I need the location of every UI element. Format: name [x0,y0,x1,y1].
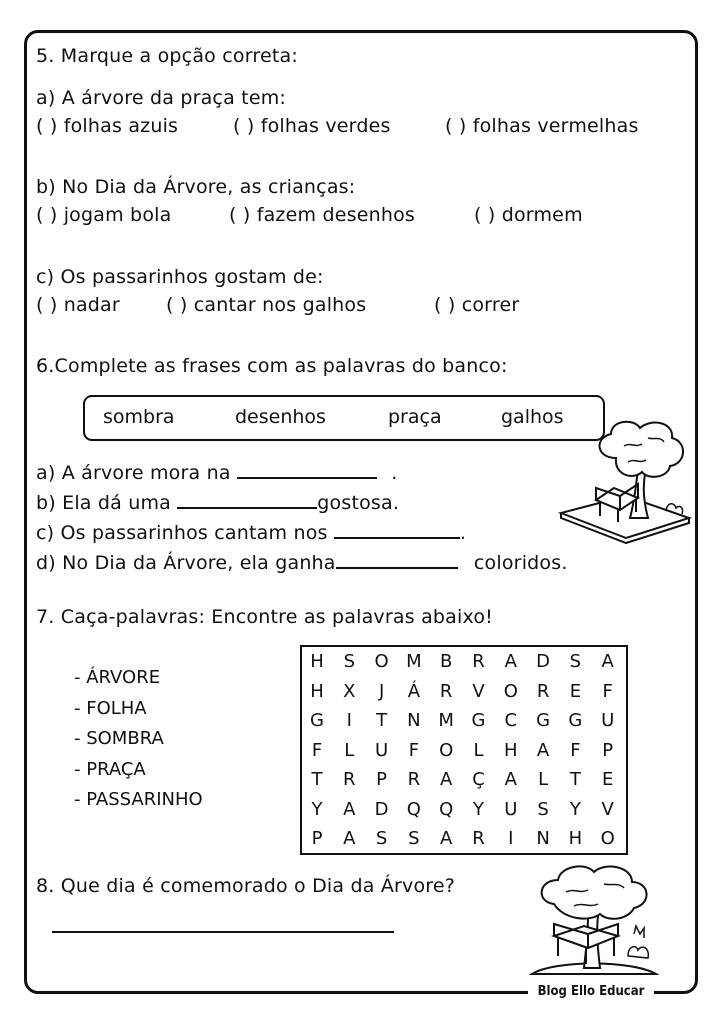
grid-letter[interactable]: A [440,769,453,790]
grid-letter[interactable]: S [537,798,549,820]
grid-letter[interactable]: Q [439,798,454,820]
word-list-item: - SOMBRA [74,728,164,749]
grid-letter[interactable]: G [568,710,583,731]
q8-answer-line[interactable] [52,931,394,933]
grid-letter[interactable]: F [311,739,323,761]
q5c-option-3[interactable]: ( ) correr [434,294,520,316]
grid-letter[interactable]: Y [473,798,484,820]
q6b-end: gostosa. [317,492,400,514]
q6d-sentence [36,553,568,573]
grid-letter[interactable]: A [601,651,614,672]
grid-letter[interactable]: I [508,828,514,849]
q6c-end: . [459,522,467,544]
grid-letter[interactable]: H [568,828,583,849]
q6c-blank[interactable] [334,523,460,539]
tree-bench-illustration [556,418,694,544]
q6a-text: a) A árvore mora na [36,462,231,484]
grid-letter[interactable]: E [602,769,614,790]
grid-letter[interactable]: R [439,680,453,702]
grid-letter[interactable]: G [536,710,551,731]
grid-letter[interactable]: O [374,651,389,672]
footer-brand: Blog Ello Educar [528,979,654,1005]
grid-letter[interactable]: J [378,680,385,702]
grid-letter[interactable]: M [406,651,422,672]
q7-title: 7. Caça-palavras: Encontre as palavras abaixo! [36,606,493,628]
grid-letter[interactable]: C [504,710,518,731]
q6a-blank[interactable] [237,463,377,479]
grid-letter[interactable]: F [602,680,613,702]
word-list-item: - FOLHA [74,697,147,719]
q6b-blank[interactable] [177,493,317,509]
grid-letter[interactable]: V [601,798,614,820]
q6b-text: b) Ela dá uma [36,492,172,514]
word-list-item: - ÁRVORE [74,667,161,688]
q5a-option-3[interactable]: ( ) folhas vermelhas [445,115,639,137]
word-list [74,663,203,816]
q5b-option-1[interactable]: ( ) jogam bola [36,204,172,226]
grid-letter[interactable]: R [343,769,356,790]
q5c-question: c) Os passarinhos gostam de: [36,266,324,288]
q5a-question: a) A árvore da praça tem: [36,87,287,109]
q6-title: 6.Complete as frases com as palavras do banco: [36,355,508,377]
grid-letter[interactable]: S [375,828,388,849]
q5c-option-1[interactable]: ( ) nadar [36,294,120,316]
q6d-text: d) No Dia da Árvore, ela ganha [36,552,336,574]
grid-letter[interactable]: B [440,651,453,672]
word-search-grid [300,645,628,855]
grid-letter[interactable]: H [310,651,324,672]
grid-letter[interactable]: T [376,710,388,731]
grid-letter[interactable]: L [538,769,549,790]
grid-letter[interactable]: Ç [472,769,485,790]
grid-letter[interactable]: D [536,651,551,672]
grid-letter[interactable]: I [346,710,352,731]
grid-letter[interactable]: A [343,798,356,820]
grid-letter[interactable]: Q [406,798,421,820]
grid-letter[interactable]: U [375,739,389,761]
q8-title: 8. Que dia é comemorado o Dia da Árvore? [36,875,456,897]
grid-letter[interactable]: P [376,769,388,790]
bank-word: sombra [103,406,175,428]
q5-title: 5. Marque a opção correta: [36,45,298,67]
q5b-question: b) No Dia da Árvore, as crianças: [36,176,356,198]
grid-letter[interactable]: D [374,798,389,820]
grid-letter[interactable]: Y [569,798,581,820]
grid-letter[interactable]: U [504,798,518,820]
word-list-item: - PRAÇA [74,758,146,780]
grid-letter[interactable]: L [344,739,355,761]
grid-letter[interactable]: R [407,769,421,790]
q6b-sentence [36,493,399,513]
q6c-text: c) Os passarinhos cantam nos [36,522,328,544]
q5b-option-3[interactable]: ( ) dormem [474,204,583,226]
q6a-sentence [36,463,397,483]
q6c-sentence [36,523,466,543]
park-bench-illustration [524,864,662,984]
q5a-option-1[interactable]: ( ) folhas azuis [36,115,179,137]
grid-letter[interactable]: S [343,651,356,672]
grid-letter[interactable]: L [473,739,484,761]
grid-letter[interactable]: Y [311,798,323,820]
grid-letter[interactable]: A [536,739,550,761]
q6d-end: coloridos. [473,552,568,574]
grid-letter[interactable]: S [408,828,420,849]
grid-letter[interactable]: T [311,769,323,790]
q5a-option-2[interactable]: ( ) folhas verdes [233,115,391,137]
grid-letter[interactable]: U [601,710,615,731]
grid-letter[interactable]: F [570,739,581,761]
q5c-option-2[interactable]: ( ) cantar nos galhos [166,294,367,316]
grid-letter[interactable]: P [602,739,614,761]
grid-letter[interactable]: G [310,710,324,731]
grid-letter[interactable]: R [472,651,485,672]
grid-letter[interactable]: E [569,680,582,702]
q6d-blank[interactable] [336,553,458,569]
grid-letter[interactable]: G [471,710,486,731]
grid-letter[interactable]: M [438,710,454,731]
q6a-end: . [391,462,398,484]
grid-letter[interactable]: F [408,739,420,761]
grid-letter[interactable]: T [569,769,581,790]
grid-letter[interactable]: Á [407,680,421,702]
grid-letter[interactable]: P [311,828,323,849]
grid-letter[interactable]: S [569,651,582,672]
grid-letter[interactable]: N [407,710,421,731]
grid-letter[interactable]: A [504,769,517,790]
grid-letter[interactable]: O [600,828,615,849]
grid-letter[interactable]: R [472,828,485,849]
bank-word: desenhos [235,406,326,428]
grid-letter[interactable]: V [472,680,485,702]
grid-letter[interactable]: A [504,651,517,672]
q5b-option-2[interactable]: ( ) fazem desenhos [229,204,415,226]
word-bank [83,395,605,441]
word-list-item: - PASSARINHO [74,789,203,810]
grid-letter[interactable]: N [536,828,550,849]
grid-letter[interactable]: A [440,828,453,849]
grid-letter[interactable]: H [310,680,324,702]
grid-letter[interactable]: O [503,680,518,702]
grid-letter[interactable]: H [504,739,518,761]
grid-letter[interactable]: X [343,680,356,702]
grid-letter[interactable]: O [439,739,454,761]
grid-letter[interactable]: R [536,680,550,702]
bank-word: galhos [501,406,564,428]
grid-letter[interactable]: A [343,828,356,849]
bank-word: praça [388,406,442,428]
